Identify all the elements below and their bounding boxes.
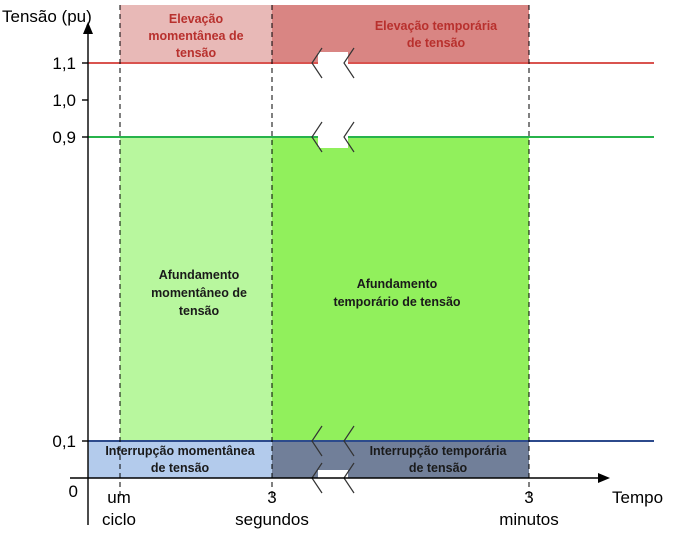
interruption-temporary-line2: de tensão: [408, 461, 468, 475]
sag-momentary-line2: momentâneo de: [151, 286, 247, 300]
interruption-temporary-line1: Interrupção temporária: [369, 444, 507, 458]
y-tick-label-1-1: 1,1: [52, 54, 76, 73]
x-tick-3-minutes-line1: 3: [524, 488, 534, 507]
origin-label: 0: [68, 482, 78, 501]
x-tick-3-seconds-line1: 3: [267, 488, 277, 507]
sag-momentary-line3: tensão: [178, 304, 220, 318]
x-axis-title: Tempo: [612, 488, 664, 507]
x-tick-one-cycle-line2: ciclo: [101, 510, 137, 529]
x-tick-3-minutes-line2: minutos: [499, 510, 559, 529]
x-tick-labels: [102, 488, 559, 529]
y-tick-label-1-0: 1,0: [52, 91, 76, 110]
swell-temporary-region: [272, 5, 529, 63]
interruption-momentary-line2: de tensão: [150, 461, 210, 475]
y-axis-title: Tensão (pu): [2, 7, 92, 26]
x-axis-arrow: [598, 473, 610, 483]
y-tick-label-0-9: 0,9: [52, 128, 76, 147]
x-tick-one-cycle-line1: um: [107, 488, 131, 507]
swell-momentary-line1: Elevação: [168, 12, 224, 26]
sag-momentary-line1: Afundamento: [158, 268, 240, 282]
sag-temporary-line2: temporário de tensão: [333, 295, 461, 309]
sag-temporary-line1: Afundamento: [356, 277, 438, 291]
swell-momentary-line2: momentânea de: [148, 29, 244, 43]
swell-momentary-line3: tensão: [175, 46, 217, 60]
swell-temporary-line2: de tensão: [406, 36, 466, 50]
interruption-momentary-line1: Interrupção momentânea: [105, 444, 255, 458]
swell-temporary-line1: Elevação temporária: [374, 19, 498, 33]
x-tick-3-seconds-line2: segundos: [235, 510, 309, 529]
y-tick-label-0-1: 0,1: [52, 432, 76, 451]
